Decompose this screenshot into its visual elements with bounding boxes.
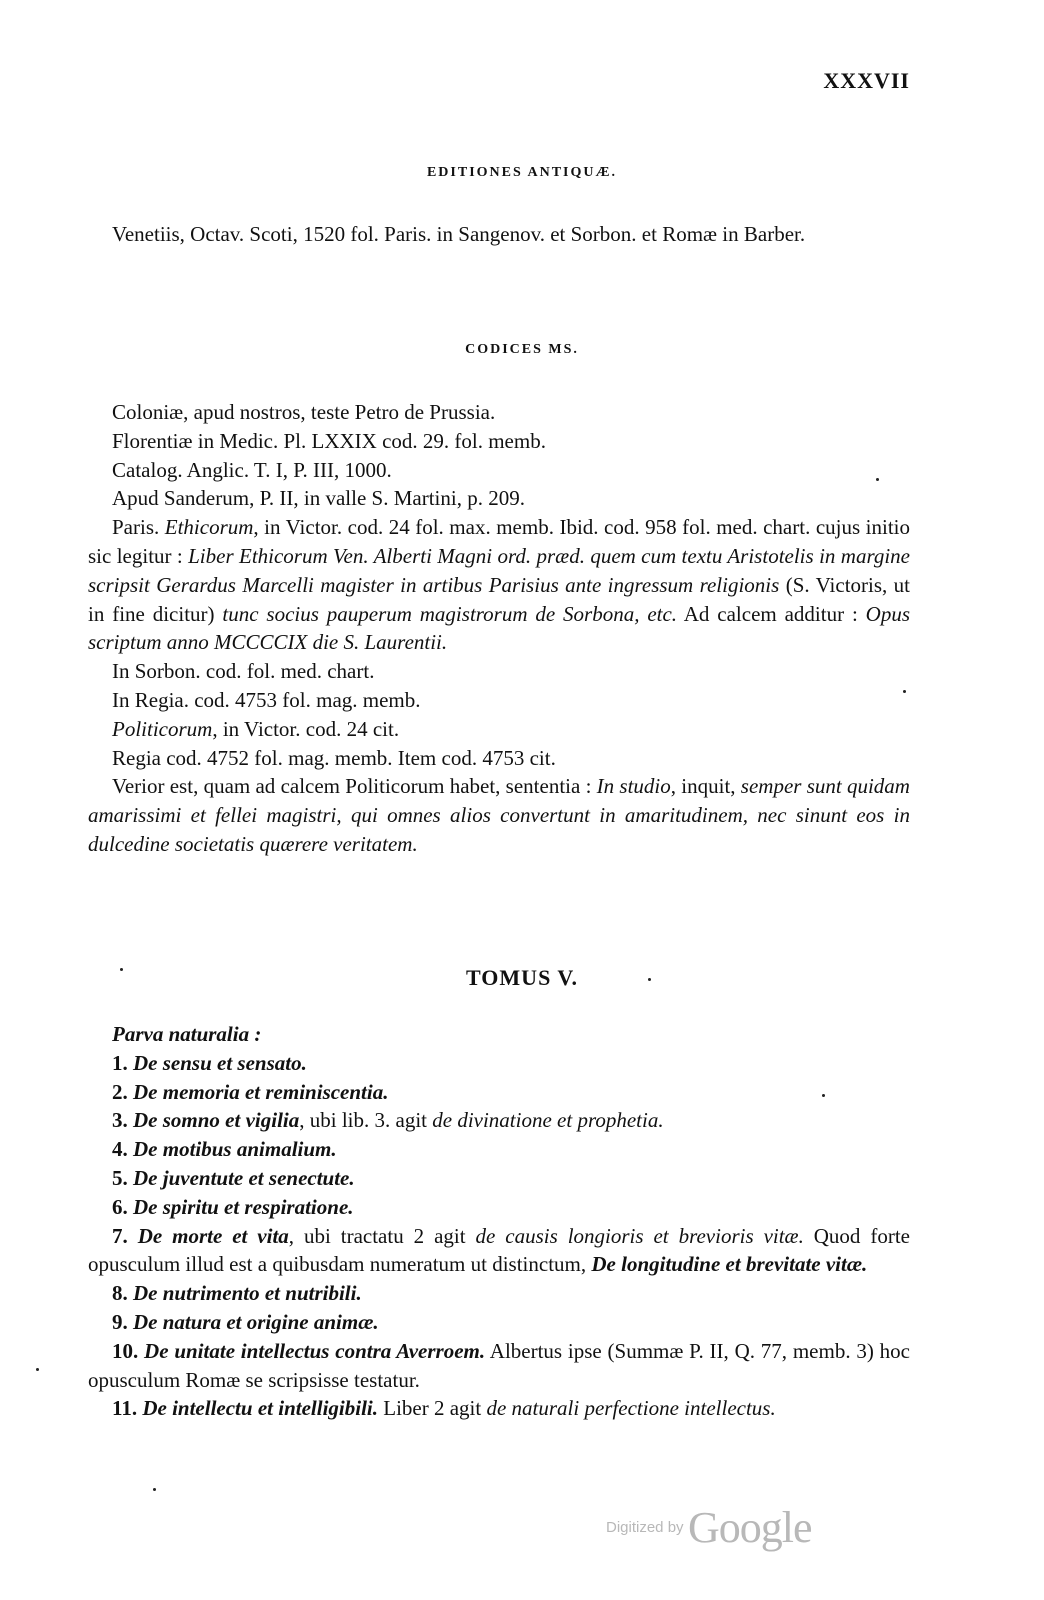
codex-line: In Regia. cod. 4753 fol. mag. memb. [112, 687, 421, 712]
item-number: 8. [112, 1281, 128, 1306]
verior-paragraph [88, 772, 910, 858]
print-speck [822, 1094, 825, 1097]
item-title: De morte et vita [137, 1223, 289, 1248]
item-number: 5. [112, 1165, 128, 1190]
list-item [88, 1222, 910, 1280]
paris-incipit: Liber Ethicorum Ven. Alberti Magni ord. præd. quem cum textu Aristotelis in margine scripsit Gerardus Marcelli magister in artibus Parisius ante ingressum religionis [88, 543, 910, 597]
tomus-intro [88, 1020, 910, 1049]
verior-quote-2: semper sunt quidam amarissimi et fellei magistri, qui omnes alios convertunt in amaritudinem, nec sinunt eos in dulcedine societatis quærere veritatem. [88, 774, 910, 856]
politicorum-title: Politicorum [112, 716, 213, 741]
item-title: De natura et origine animæ. [133, 1309, 379, 1334]
list-item [88, 1394, 910, 1423]
print-speck [876, 478, 879, 481]
tomus-title: TOMUS V. [466, 965, 578, 990]
item-number: 9. [112, 1309, 128, 1334]
print-speck [120, 968, 123, 971]
parva-naturalia: Parva naturalia : [112, 1022, 262, 1046]
codex-line: Catalog. Anglic. T. I, P. III, 1000. [112, 457, 392, 482]
item-number: 3. [112, 1108, 128, 1133]
item-number: 2. [112, 1079, 128, 1104]
item-number: 6. [112, 1194, 128, 1219]
page-number: XXXVII [823, 68, 910, 93]
print-speck [153, 1488, 156, 1491]
regia-line: Regia cod. 4752 fol. mag. memb. Item cod. 4753 cit. [112, 745, 556, 770]
codex-line: Florentiæ in Medic. Pl. LXXIX cod. 29. fol. memb. [112, 428, 546, 453]
paris-socius: tunc socius pauperum magistrorum de Sorbona, etc. [222, 601, 678, 626]
digitized-label: Digitized by [606, 1519, 684, 1536]
list-item [88, 1078, 910, 1107]
print-speck [903, 690, 906, 693]
item-subject: de naturali perfectione intellectus. [486, 1396, 776, 1421]
verior-text-2: , inquit, [670, 774, 741, 799]
editiones-text: Venetiis, Octav. Scoti, 1520 fol. Paris. in Sangenov. et Sorbon. et Romæ in Barber. [112, 222, 806, 246]
item-number: 1. [112, 1050, 128, 1075]
item-title: De unitate intellectus contra Averroem. [144, 1338, 486, 1363]
list-item [88, 1337, 910, 1395]
list-item [88, 1308, 910, 1337]
verior-text: Verior est, quam ad calcem Politicorum habet, sententia : [112, 774, 597, 799]
tomus-list [88, 1020, 910, 1423]
item-title: De sensu et sensato. [133, 1050, 307, 1075]
item-title: De somno et vigilia [133, 1108, 300, 1133]
item-subject: de causis longioris et brevioris vitæ. [475, 1223, 804, 1248]
item-subject: de divinatione et prophetia. [432, 1108, 664, 1133]
paris-text-1: , in Victor. cod. 24 fol. max. memb. Ibid. cod. 958 fol. med. chart. cujus initio sic legitur : [88, 515, 911, 568]
paris-text-2: (S. Victoris, ut in fine dicitur) [88, 572, 910, 626]
codex-line: In Sorbon. cod. fol. med. chart. [112, 659, 375, 684]
paris-lead: Paris. [112, 515, 165, 540]
editiones-heading: EDITIONES ANTIQUÆ. [426, 165, 618, 180]
list-item [88, 1135, 910, 1164]
item-title: De memoria et reminiscentia. [133, 1079, 389, 1104]
item-title: De spiritu et respiratione. [133, 1194, 354, 1219]
codices-heading: CODICES MS. [465, 342, 579, 357]
item-number: 4. [112, 1137, 128, 1162]
politicorum-line [88, 715, 910, 744]
codices-section [88, 398, 910, 859]
item-rest: Albertus ipse (Summæ P. II, Q. 77, memb. 3) hoc opusculum Romæ se scripsisse testatur. [88, 1338, 910, 1392]
politicorum-text: , in Victor. cod. 24 cit. [212, 716, 400, 741]
list-item [88, 1279, 910, 1308]
codex-line: Apud Sanderum, P. II, in valle S. Martini, p. 209. [112, 486, 525, 511]
item-number: 11. [112, 1396, 138, 1421]
editiones-paragraph [88, 220, 910, 249]
google-logo: Google [688, 1503, 812, 1552]
item-rest: , ubi lib. 3. agit [299, 1108, 433, 1133]
paris-paragraph [88, 513, 910, 657]
verior-quote-1: In studio [596, 774, 671, 799]
item-title: De intellectu et intelligibili. [142, 1396, 378, 1421]
item-title: De nutrimento et nutribili. [133, 1281, 362, 1306]
print-speck [36, 1368, 39, 1371]
list-item [88, 1106, 910, 1135]
digitized-watermark [606, 1502, 812, 1553]
list-item [88, 1164, 910, 1193]
codex-line: Coloniæ, apud nostros, teste Petro de Prussia. [112, 400, 496, 424]
item-alt-title: De longitudine et brevitate vitæ. [591, 1252, 868, 1277]
paris-colophon: Opus scriptum anno MCCCCIX die S. Laurentii. [88, 601, 910, 655]
paris-text-3: Ad calcem additur : [677, 601, 866, 626]
ethicorum-title: Ethicorum [164, 515, 254, 540]
list-item [88, 1049, 910, 1078]
print-speck [648, 978, 651, 981]
item-title: De juventute et senectute. [133, 1165, 355, 1190]
item-rest: , ubi tractatu 2 agit [288, 1223, 476, 1248]
item-title: De motibus animalium. [133, 1137, 337, 1162]
item-number: 10. [112, 1338, 139, 1363]
item-rest-2: Quod forte opusculum illud est a quibusdam numeratum ut distinctum, [88, 1223, 910, 1277]
item-number: 7. [112, 1223, 128, 1248]
item-rest: Liber 2 agit [378, 1396, 487, 1421]
list-item [88, 1193, 910, 1222]
